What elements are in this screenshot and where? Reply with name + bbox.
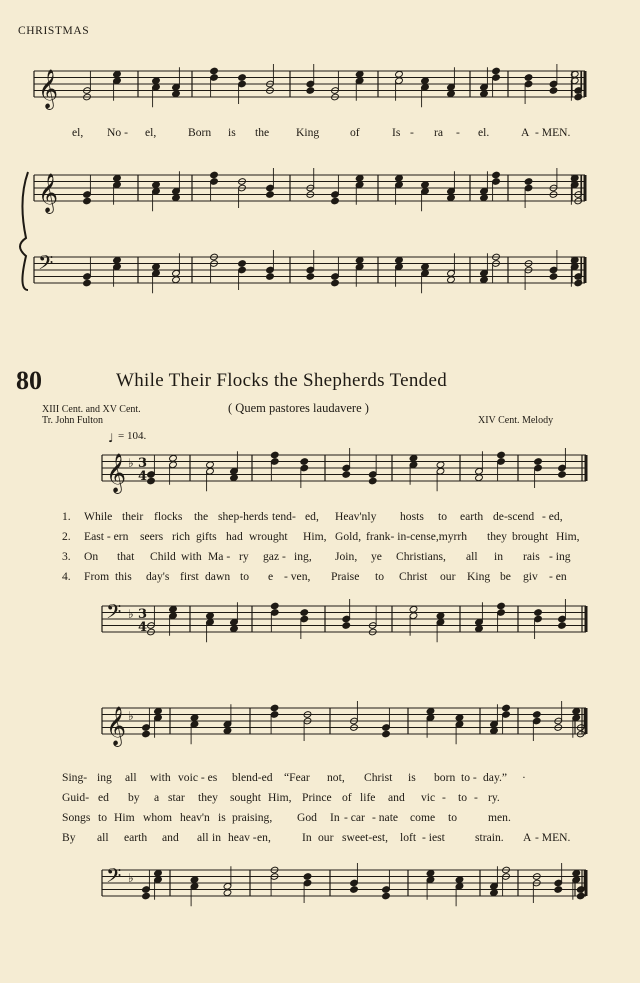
lyric-syllable: all <box>197 831 209 844</box>
lyric-syllable: - <box>410 126 414 139</box>
notehead <box>572 707 581 715</box>
lyric-syllable: Praise <box>331 570 360 583</box>
notehead <box>223 727 232 735</box>
lyric-syllable: - <box>456 126 460 139</box>
notehead <box>574 93 583 101</box>
notehead <box>342 471 351 479</box>
lyric-syllable: ye <box>371 550 382 563</box>
verse-number: 1. <box>62 510 71 523</box>
notehead <box>342 622 351 630</box>
notehead <box>331 279 340 287</box>
notehead <box>395 256 404 264</box>
notehead <box>421 77 430 85</box>
notehead <box>142 892 151 900</box>
lyric-syllable: earth <box>460 510 484 523</box>
notehead <box>266 191 275 199</box>
notehead <box>306 87 315 95</box>
notehead <box>355 70 364 78</box>
notehead <box>549 87 558 95</box>
notehead <box>574 279 583 287</box>
lyric-syllable: Him, <box>303 530 327 543</box>
notehead <box>490 727 499 735</box>
lyric-syllable: - ing <box>549 550 571 563</box>
notehead <box>480 90 489 98</box>
tempo-mark: = 104. <box>118 430 147 442</box>
lyric-syllable: first <box>180 570 199 583</box>
lyric-syllable: ry <box>239 550 249 563</box>
lyric-syllable: in <box>212 831 222 844</box>
notehead <box>355 256 364 264</box>
lyric-syllable: the <box>255 126 270 139</box>
notehead <box>172 90 181 98</box>
notehead <box>152 181 161 189</box>
notehead <box>421 181 430 189</box>
notehead <box>350 886 359 894</box>
lyric-syllable: to <box>98 811 108 824</box>
notehead <box>147 477 156 485</box>
lyric-syllable: this <box>115 570 132 583</box>
lyric-syllable: ry. <box>488 791 500 804</box>
lyric-syllable: their <box>122 510 144 523</box>
time-signature-top: 3 <box>138 607 148 622</box>
lyric-syllable: gaz - <box>263 550 286 563</box>
notehead <box>270 451 279 459</box>
notehead <box>436 612 445 620</box>
notehead <box>152 77 161 85</box>
flat-icon: ♭ <box>128 709 134 723</box>
notehead <box>395 174 404 182</box>
lyric-syllable: e <box>268 570 274 583</box>
lyric-syllable: Songs <box>62 811 91 824</box>
notehead <box>169 454 178 462</box>
notehead <box>113 70 122 78</box>
quarter-note-icon: ♩ <box>108 431 114 445</box>
lyric-syllable: Guid- <box>62 791 90 804</box>
lyric-syllable: gifts <box>196 530 217 543</box>
notehead <box>172 194 181 202</box>
time-signature-bottom: 4 <box>138 469 148 484</box>
lyric-syllable: sweet-est, <box>342 831 389 844</box>
notehead <box>230 474 239 482</box>
lyric-syllable: a <box>154 791 160 804</box>
lyric-syllable: by <box>128 791 140 804</box>
lyric-syllable: to - <box>461 771 477 784</box>
notehead <box>83 197 92 205</box>
lyric-syllable: day.” <box>483 771 508 784</box>
notehead <box>426 707 435 715</box>
lyric-syllable: to <box>438 510 448 523</box>
lyric-syllable: of <box>350 126 360 139</box>
hymn-number: 80 <box>16 366 42 395</box>
lyric-syllable: that <box>117 550 135 563</box>
tune-credit: XIV Cent. Melody <box>478 415 554 426</box>
lyric-syllable: el. <box>478 126 490 139</box>
lyric-syllable: de-scend <box>493 510 535 523</box>
notehead <box>382 730 391 738</box>
lyric-syllable: By <box>62 831 76 844</box>
lyric-syllable: Him <box>114 811 135 824</box>
lyric-syllable: to <box>448 811 458 824</box>
lyric-syllable: and <box>162 831 179 844</box>
lyric-syllable: In <box>330 811 340 824</box>
lyric-syllable: with <box>181 550 202 563</box>
notehead <box>306 273 315 281</box>
lyric-syllable: in <box>494 550 504 563</box>
lyric-syllable: Ma - <box>208 550 231 563</box>
flat-icon: ♭ <box>128 871 134 885</box>
notehead <box>368 477 377 485</box>
lyric-syllable: Join, <box>335 550 358 563</box>
lyric-syllable: rich <box>172 530 191 543</box>
lyric-syllable: all <box>466 550 478 563</box>
lyric-syllable: King <box>296 126 320 139</box>
lyric-syllable: hosts <box>400 510 424 523</box>
notehead <box>475 474 484 482</box>
notehead <box>172 276 181 284</box>
notehead <box>395 70 404 78</box>
lyric-syllable: praising, <box>232 811 273 824</box>
notehead <box>447 90 456 98</box>
bass-clef-icon: 𝄢 <box>106 600 122 628</box>
lyric-syllable: On <box>84 550 99 563</box>
notehead <box>270 602 279 610</box>
lyric-syllable: be <box>500 570 511 583</box>
lyric-syllable: loft <box>400 831 417 844</box>
treble-clef-icon: 𝄞 <box>106 453 127 493</box>
notehead <box>524 178 533 186</box>
notehead <box>142 730 151 738</box>
lyric-syllable: - en <box>549 570 567 583</box>
notehead <box>154 869 163 877</box>
lyric-syllable: of <box>342 791 352 804</box>
notehead <box>190 714 199 722</box>
lyric-syllable: Christians, <box>396 550 446 563</box>
lyric-syllable: God <box>297 811 317 824</box>
notehead <box>502 704 511 712</box>
lyric-syllable: Born <box>188 126 212 139</box>
notehead <box>497 602 506 610</box>
notehead <box>113 174 122 182</box>
lyric-syllable: born <box>434 771 456 784</box>
notehead <box>230 625 239 633</box>
notehead <box>490 889 499 897</box>
lyric-syllable: had <box>226 530 243 543</box>
notehead <box>534 458 543 466</box>
notehead <box>355 174 364 182</box>
lyric-syllable: they <box>198 791 218 804</box>
treble-clef-icon: 𝄞 <box>38 173 59 213</box>
lyric-syllable: tend- <box>272 510 296 523</box>
notehead <box>266 273 275 281</box>
flat-icon: ♭ <box>128 607 134 621</box>
hymn-title: While Their Flocks the Shepherds Tended <box>116 370 448 391</box>
lyric-syllable: el, <box>145 126 157 139</box>
notehead <box>576 892 585 900</box>
lyric-syllable: with <box>150 771 171 784</box>
lyric-syllable: is <box>228 126 236 139</box>
lyric-syllable: From <box>84 570 110 583</box>
notehead <box>210 171 219 179</box>
lyric-syllable: Gold, <box>335 530 362 543</box>
lyric-syllable: Him, <box>556 530 580 543</box>
lyric-syllable: Sing- <box>62 771 88 784</box>
notehead <box>492 171 501 179</box>
lyric-syllable: shep-herds <box>218 510 269 523</box>
lyric-syllable: life <box>360 791 376 804</box>
lyric-syllable: earth <box>124 831 148 844</box>
notehead <box>113 256 122 264</box>
notehead <box>331 197 340 205</box>
notehead <box>455 876 464 884</box>
notehead <box>524 74 533 82</box>
notehead <box>480 276 489 284</box>
lyric-syllable: to <box>375 570 385 583</box>
lyric-syllable: Christ <box>399 570 428 583</box>
lyric-syllable: - ed, <box>542 510 563 523</box>
notehead <box>409 605 418 613</box>
notehead <box>480 194 489 202</box>
lyric-syllable: voic - es <box>178 771 218 784</box>
lyric-syllable: King <box>467 570 491 583</box>
lyric-syllable: In <box>302 831 312 844</box>
lyric-syllable: el, <box>72 126 84 139</box>
notehead <box>558 622 567 630</box>
text-credit-origin: XIII Cent. and XV Cent. <box>42 404 141 415</box>
lyric-syllable: - <box>442 791 446 804</box>
notehead <box>190 876 199 884</box>
lyric-syllable: dawn <box>205 570 231 583</box>
treble-clef-icon: 𝄞 <box>38 69 59 109</box>
lyric-syllable: come <box>410 811 436 824</box>
latin-title: ( Quem pastores laudavere ) <box>228 401 369 415</box>
lyric-syllable: heav'n <box>180 811 210 824</box>
lyric-syllable: “Fear <box>284 771 310 784</box>
notehead <box>206 612 215 620</box>
lyric-syllable: Child <box>150 550 176 563</box>
time-signature-bottom: 4 <box>138 620 148 635</box>
notehead <box>534 609 543 617</box>
lyric-syllable: - car <box>344 811 365 824</box>
notehead <box>447 276 456 284</box>
lyric-syllable: ed <box>98 791 109 804</box>
lyric-syllable: While <box>84 510 113 523</box>
notehead <box>300 458 309 466</box>
lyric-syllable: our <box>318 831 334 844</box>
notehead <box>152 263 161 271</box>
verse-number: 2. <box>62 530 71 543</box>
notehead <box>206 461 215 469</box>
notehead <box>554 886 563 894</box>
notehead <box>382 892 391 900</box>
lyric-syllable: rais <box>523 550 540 563</box>
lyric-syllable: to <box>240 570 250 583</box>
lyric-syllable: the <box>194 510 209 523</box>
notehead <box>223 889 232 897</box>
notehead <box>447 194 456 202</box>
lyric-syllable: Prince <box>302 791 332 804</box>
lyric-syllable: wrought <box>249 530 288 543</box>
lyric-syllable: all <box>97 831 109 844</box>
lyric-syllable: giv <box>523 570 538 583</box>
notehead <box>497 451 506 459</box>
lyric-syllable: Heav'nly <box>335 510 377 523</box>
lyric-syllable: Him, <box>268 791 292 804</box>
lyric-syllable: A <box>521 126 530 139</box>
lyric-syllable: and <box>388 791 405 804</box>
lyric-syllable: ed, <box>305 510 319 523</box>
lyric-syllable: strain. <box>475 831 504 844</box>
notehead <box>475 625 484 633</box>
lyric-syllable: day's <box>146 570 170 583</box>
notehead <box>270 704 279 712</box>
notehead <box>169 605 178 613</box>
lyric-syllable: · <box>522 771 526 784</box>
notehead <box>426 869 435 877</box>
lyric-syllable: our <box>440 570 456 583</box>
lyric-syllable: to <box>458 791 468 804</box>
lyric-syllable: men. <box>488 811 511 824</box>
notehead <box>558 471 567 479</box>
lyric-syllable: - <box>474 791 478 804</box>
lyric-syllable: No - <box>107 126 128 139</box>
lyric-syllable: - MEN. <box>535 831 571 844</box>
lyric-syllable: frank- in-cense,myrrh <box>366 530 468 543</box>
flat-icon: ♭ <box>128 456 134 470</box>
notehead <box>549 273 558 281</box>
notehead <box>238 260 247 268</box>
lyric-syllable: seers <box>140 530 164 543</box>
notehead <box>154 707 163 715</box>
notehead <box>421 263 430 271</box>
lyric-syllable: Is <box>392 126 401 139</box>
time-signature-top: 3 <box>138 456 148 471</box>
notehead <box>532 711 541 719</box>
notehead <box>83 279 92 287</box>
lyric-syllable: they <box>487 530 507 543</box>
lyric-syllable: - nate <box>372 811 399 824</box>
lyric-syllable: not, <box>327 771 345 784</box>
bass-clef-icon: 𝄢 <box>38 251 54 279</box>
lyric-syllable: heav - <box>228 831 257 844</box>
lyric-syllable: blend-ed <box>232 771 273 784</box>
treble-clef-icon: 𝄞 <box>106 706 127 746</box>
verse-number: 4. <box>62 570 71 583</box>
notehead <box>238 74 247 82</box>
lyric-syllable: is <box>408 771 416 784</box>
notehead <box>436 461 445 469</box>
lyric-syllable: sought <box>230 791 261 804</box>
lyric-syllable: star <box>168 791 185 804</box>
notehead <box>303 873 312 881</box>
bass-clef-icon: 𝄢 <box>106 864 122 892</box>
lyric-syllable: - ven, <box>284 570 311 583</box>
lyric-syllable: ing <box>97 771 112 784</box>
lyric-syllable: - iest <box>422 831 445 844</box>
lyric-syllable: ing, <box>294 550 312 563</box>
lyric-syllable: brought <box>512 530 549 543</box>
lyric-syllable: - MEN. <box>535 126 571 139</box>
lyric-syllable: flocks <box>154 510 183 523</box>
lyric-syllable: East - ern <box>84 530 129 543</box>
notehead <box>492 67 501 75</box>
lyric-syllable: Christ <box>364 771 393 784</box>
notehead <box>210 67 219 75</box>
lyric-syllable: A <box>523 831 532 844</box>
notehead <box>455 714 464 722</box>
lyric-syllable: ra <box>434 126 444 139</box>
lyric-syllable: all <box>125 771 137 784</box>
notehead <box>409 454 418 462</box>
notehead <box>300 609 309 617</box>
verse-number: 3. <box>62 550 71 563</box>
lyric-syllable: vic <box>421 791 436 804</box>
section-header: CHRISTMAS <box>18 25 90 37</box>
lyric-syllable: whom <box>143 811 172 824</box>
notehead <box>572 869 581 877</box>
text-credit-translator: Tr. John Fulton <box>42 415 104 426</box>
brace <box>20 172 28 290</box>
lyric-syllable: en, <box>257 831 271 844</box>
lyric-syllable: is <box>218 811 226 824</box>
